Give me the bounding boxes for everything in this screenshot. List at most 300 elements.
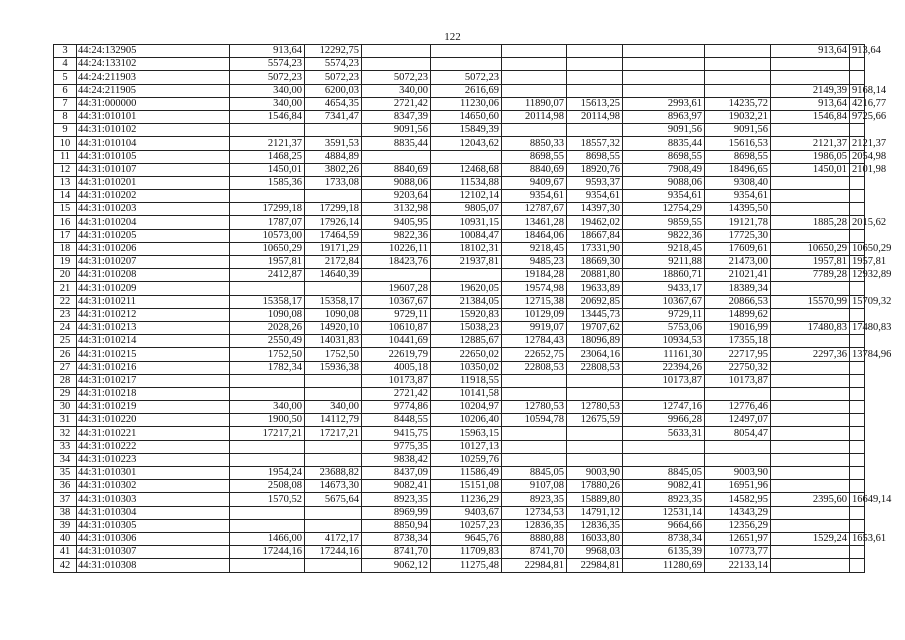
value-cell: 913,64: [771, 45, 850, 58]
table-row: [54, 321, 865, 334]
table-row: [54, 97, 865, 110]
value-cell: 913,64: [230, 45, 305, 58]
value-cell: [850, 58, 865, 71]
table-row: [54, 559, 865, 572]
value-cell: 18102,31: [431, 242, 502, 255]
value-cell: 15358,17: [230, 295, 305, 308]
value-cell: [850, 176, 865, 189]
code-cell: 44:24:211905: [77, 84, 230, 97]
value-cell: 2101,98: [850, 163, 865, 176]
value-cell: [305, 282, 362, 295]
value-cell: 22394,26: [623, 361, 705, 374]
value-cell: 9082,41: [362, 480, 431, 493]
value-cell: [850, 361, 865, 374]
value-cell: 17355,18: [705, 335, 771, 348]
row-number-cell: 39: [54, 519, 77, 532]
value-cell: 9091,56: [362, 124, 431, 137]
value-cell: 1954,24: [230, 467, 305, 480]
value-cell: [771, 58, 850, 71]
value-cell: 2121,37: [230, 137, 305, 150]
value-cell: 14640,39: [305, 269, 362, 282]
row-number-cell: 10: [54, 137, 77, 150]
code-cell: 44:24:211903: [77, 71, 230, 84]
value-cell: 11918,55: [431, 374, 502, 387]
table-row: [54, 84, 865, 97]
row-number-cell: 3: [54, 45, 77, 58]
table-row: [54, 519, 865, 532]
value-cell: 5574,23: [305, 58, 362, 71]
value-cell: 19016,99: [705, 321, 771, 334]
value-cell: 12754,29: [623, 203, 705, 216]
table-row: [54, 58, 865, 71]
value-cell: 21384,05: [431, 295, 502, 308]
row-number-cell: 18: [54, 242, 77, 255]
value-cell: [771, 335, 850, 348]
value-cell: 3802,26: [305, 163, 362, 176]
code-cell: 44:31:010104: [77, 137, 230, 150]
value-cell: 19574,98: [502, 282, 567, 295]
value-cell: [230, 519, 305, 532]
value-cell: 9218,45: [623, 242, 705, 255]
value-cell: [850, 427, 865, 440]
value-cell: 22750,32: [705, 361, 771, 374]
value-cell: [850, 229, 865, 242]
value-cell: [705, 84, 771, 97]
value-cell: 17480,83: [850, 321, 865, 334]
value-cell: 10367,67: [623, 295, 705, 308]
value-cell: 13445,73: [567, 308, 623, 321]
value-cell: 5675,64: [305, 493, 362, 506]
value-cell: [431, 269, 502, 282]
code-cell: 44:31:010220: [77, 414, 230, 427]
row-number-cell: 17: [54, 229, 77, 242]
row-number-cell: 19: [54, 256, 77, 269]
code-cell: 44:31:010222: [77, 440, 230, 453]
value-cell: [502, 440, 567, 453]
value-cell: 22133,14: [705, 559, 771, 572]
value-cell: [502, 45, 567, 58]
value-cell: 2993,61: [623, 97, 705, 110]
row-number-cell: 26: [54, 348, 77, 361]
value-cell: 1450,01: [771, 163, 850, 176]
value-cell: 12780,53: [567, 401, 623, 414]
value-cell: [850, 453, 865, 466]
table-row: [54, 137, 865, 150]
value-cell: 9003,90: [567, 467, 623, 480]
value-cell: 9822,36: [362, 229, 431, 242]
value-cell: [230, 440, 305, 453]
row-number-cell: 34: [54, 453, 77, 466]
value-cell: [230, 282, 305, 295]
value-cell: 10934,53: [623, 335, 705, 348]
value-cell: 17217,21: [230, 427, 305, 440]
value-cell: 5072,23: [230, 71, 305, 84]
value-cell: 340,00: [305, 401, 362, 414]
value-cell: [502, 124, 567, 137]
value-cell: [705, 387, 771, 400]
value-cell: 2054,98: [850, 150, 865, 163]
value-cell: 15849,39: [431, 124, 502, 137]
value-cell: 9354,61: [705, 190, 771, 203]
code-cell: 44:31:010217: [77, 374, 230, 387]
value-cell: 10129,09: [502, 308, 567, 321]
table-row: [54, 506, 865, 519]
value-cell: 17880,26: [567, 480, 623, 493]
value-cell: 11709,83: [431, 546, 502, 559]
table-row: [54, 374, 865, 387]
value-cell: 12356,29: [705, 519, 771, 532]
row-number-cell: 12: [54, 163, 77, 176]
value-cell: 10931,15: [431, 216, 502, 229]
value-cell: 8880,88: [502, 532, 567, 545]
table-row: [54, 348, 865, 361]
value-cell: 10127,13: [431, 440, 502, 453]
value-cell: 15889,80: [567, 493, 623, 506]
value-cell: [362, 58, 431, 71]
value-cell: 21473,00: [705, 256, 771, 269]
table-row: [54, 401, 865, 414]
value-cell: 22808,53: [567, 361, 623, 374]
value-cell: 9485,23: [502, 256, 567, 269]
value-cell: 19620,05: [431, 282, 502, 295]
value-cell: [771, 387, 850, 400]
value-cell: 12715,38: [502, 295, 567, 308]
value-cell: 8741,70: [502, 546, 567, 559]
code-cell: 44:31:010218: [77, 387, 230, 400]
value-cell: 19462,02: [567, 216, 623, 229]
row-number-cell: 42: [54, 559, 77, 572]
value-cell: [305, 374, 362, 387]
code-cell: 44:31:010101: [77, 110, 230, 123]
value-cell: 9062,12: [362, 559, 431, 572]
value-cell: 2028,26: [230, 321, 305, 334]
value-cell: [850, 506, 865, 519]
value-cell: [850, 124, 865, 137]
value-cell: 10173,87: [362, 374, 431, 387]
value-cell: 4172,17: [305, 532, 362, 545]
value-cell: 23064,16: [567, 348, 623, 361]
value-cell: 22652,75: [502, 348, 567, 361]
value-cell: 14899,62: [705, 308, 771, 321]
value-cell: 8741,70: [362, 546, 431, 559]
value-cell: 1900,50: [230, 414, 305, 427]
value-cell: 9415,75: [362, 427, 431, 440]
table-row: [54, 335, 865, 348]
value-cell: 9729,11: [362, 308, 431, 321]
value-cell: 9308,40: [705, 176, 771, 189]
value-cell: 17480,83: [771, 321, 850, 334]
value-cell: 8738,34: [623, 532, 705, 545]
code-cell: 44:31:010208: [77, 269, 230, 282]
code-cell: 44:31:010304: [77, 506, 230, 519]
table-row: [54, 150, 865, 163]
value-cell: 19121,78: [705, 216, 771, 229]
value-cell: [431, 45, 502, 58]
value-cell: 16033,80: [567, 532, 623, 545]
code-cell: 44:31:010215: [77, 348, 230, 361]
value-cell: 14650,60: [431, 110, 502, 123]
value-cell: [567, 387, 623, 400]
value-cell: 9805,07: [431, 203, 502, 216]
value-cell: 4654,35: [305, 97, 362, 110]
value-cell: [771, 401, 850, 414]
code-cell: 44:31:010209: [77, 282, 230, 295]
value-cell: [623, 440, 705, 453]
value-cell: [771, 414, 850, 427]
value-cell: 12497,07: [705, 414, 771, 427]
table-row: [54, 295, 865, 308]
row-number-cell: 6: [54, 84, 77, 97]
row-number-cell: 40: [54, 532, 77, 545]
value-cell: 2121,37: [771, 137, 850, 150]
value-cell: 12836,35: [567, 519, 623, 532]
value-cell: 8054,47: [705, 427, 771, 440]
value-cell: 14235,72: [705, 97, 771, 110]
value-cell: 14343,29: [705, 506, 771, 519]
value-cell: 1787,07: [230, 216, 305, 229]
value-cell: [230, 374, 305, 387]
value-cell: [567, 427, 623, 440]
value-cell: 9088,06: [623, 176, 705, 189]
value-cell: 15936,38: [305, 361, 362, 374]
value-cell: 340,00: [230, 84, 305, 97]
value-cell: 2121,37: [850, 137, 865, 150]
value-cell: 9822,36: [623, 229, 705, 242]
value-cell: [567, 453, 623, 466]
value-cell: 5072,23: [431, 71, 502, 84]
value-cell: 9168,14: [850, 84, 865, 97]
value-cell: 19633,89: [567, 282, 623, 295]
row-number-cell: 16: [54, 216, 77, 229]
value-cell: [305, 440, 362, 453]
value-cell: 5072,23: [305, 71, 362, 84]
value-cell: 13461,28: [502, 216, 567, 229]
value-cell: [623, 84, 705, 97]
row-number-cell: 31: [54, 414, 77, 427]
value-cell: 18557,32: [567, 137, 623, 150]
code-cell: 44:31:010223: [77, 453, 230, 466]
value-cell: 14397,30: [567, 203, 623, 216]
row-number-cell: 29: [54, 387, 77, 400]
value-cell: 10650,29: [850, 242, 865, 255]
row-number-cell: 33: [54, 440, 77, 453]
value-cell: 17244,16: [230, 546, 305, 559]
value-cell: [771, 176, 850, 189]
value-cell: 17299,18: [230, 203, 305, 216]
value-cell: 22619,79: [362, 348, 431, 361]
value-cell: 1090,08: [305, 308, 362, 321]
value-cell: 9082,41: [623, 480, 705, 493]
table-row: [54, 256, 865, 269]
row-number-cell: 9: [54, 124, 77, 137]
value-cell: [623, 45, 705, 58]
value-cell: 9919,07: [502, 321, 567, 334]
value-cell: 12292,75: [305, 45, 362, 58]
row-number-cell: 22: [54, 295, 77, 308]
code-cell: 44:31:010202: [77, 190, 230, 203]
code-cell: 44:31:010219: [77, 401, 230, 414]
value-cell: 9838,42: [362, 453, 431, 466]
value-cell: 340,00: [230, 401, 305, 414]
value-cell: 19607,28: [362, 282, 431, 295]
value-cell: 15963,15: [431, 427, 502, 440]
value-cell: 2412,87: [230, 269, 305, 282]
value-cell: 4005,18: [362, 361, 431, 374]
value-cell: 1546,84: [230, 110, 305, 123]
value-cell: [502, 84, 567, 97]
table-body: [54, 45, 892, 573]
value-cell: 5753,06: [623, 321, 705, 334]
value-cell: [362, 150, 431, 163]
value-cell: 9218,45: [502, 242, 567, 255]
value-cell: [771, 71, 850, 84]
table-row: [54, 453, 865, 466]
row-number-cell: 20: [54, 269, 77, 282]
value-cell: 12043,62: [431, 137, 502, 150]
value-cell: 15151,08: [431, 480, 502, 493]
value-cell: 10650,29: [771, 242, 850, 255]
value-cell: 8963,97: [623, 110, 705, 123]
value-cell: [771, 190, 850, 203]
row-number-cell: 38: [54, 506, 77, 519]
value-cell: [567, 124, 623, 137]
code-cell: 44:31:010201: [77, 176, 230, 189]
value-cell: 12651,97: [705, 532, 771, 545]
value-cell: 913,64: [850, 45, 865, 58]
value-cell: [771, 440, 850, 453]
code-cell: 44:31:010203: [77, 203, 230, 216]
value-cell: 20881,80: [567, 269, 623, 282]
value-cell: 1466,00: [230, 532, 305, 545]
value-cell: [502, 453, 567, 466]
value-cell: 14031,83: [305, 335, 362, 348]
value-cell: 4884,89: [305, 150, 362, 163]
value-cell: [431, 58, 502, 71]
row-number-cell: 30: [54, 401, 77, 414]
table-row: [54, 229, 865, 242]
code-cell: 44:31:010216: [77, 361, 230, 374]
value-cell: 8835,44: [362, 137, 431, 150]
value-cell: 18096,89: [567, 335, 623, 348]
value-cell: [623, 453, 705, 466]
table-row: [54, 203, 865, 216]
value-cell: [850, 401, 865, 414]
value-cell: 10141,58: [431, 387, 502, 400]
value-cell: 20866,53: [705, 295, 771, 308]
table-row: [54, 467, 865, 480]
table-row: [54, 282, 865, 295]
value-cell: 8698,55: [567, 150, 623, 163]
value-cell: 8850,94: [362, 519, 431, 532]
value-cell: 18669,30: [567, 256, 623, 269]
table-row: [54, 269, 865, 282]
code-cell: 44:31:010206: [77, 242, 230, 255]
value-cell: 6135,39: [623, 546, 705, 559]
value-cell: 9211,88: [623, 256, 705, 269]
value-cell: [850, 374, 865, 387]
row-number-cell: 24: [54, 321, 77, 334]
value-cell: 1733,08: [305, 176, 362, 189]
value-cell: [705, 45, 771, 58]
value-cell: 18423,76: [362, 256, 431, 269]
value-cell: 13784,96: [850, 348, 865, 361]
value-cell: 3591,53: [305, 137, 362, 150]
value-cell: 9593,37: [567, 176, 623, 189]
value-cell: 8738,34: [362, 532, 431, 545]
value-cell: 10206,40: [431, 414, 502, 427]
code-cell: 44:31:010211: [77, 295, 230, 308]
value-cell: 7789,28: [771, 269, 850, 282]
code-cell: 44:31:010107: [77, 163, 230, 176]
value-cell: 2149,39: [771, 84, 850, 97]
value-cell: 18496,65: [705, 163, 771, 176]
value-cell: 7341,47: [305, 110, 362, 123]
value-cell: 22717,95: [705, 348, 771, 361]
value-cell: 19032,21: [705, 110, 771, 123]
value-cell: 8698,55: [705, 150, 771, 163]
value-cell: 11890,07: [502, 97, 567, 110]
value-cell: 22808,53: [502, 361, 567, 374]
value-cell: [850, 480, 865, 493]
row-number-cell: 15: [54, 203, 77, 216]
value-cell: [850, 559, 865, 572]
value-cell: 1090,08: [230, 308, 305, 321]
value-cell: [623, 58, 705, 71]
value-cell: [305, 506, 362, 519]
value-cell: 9409,67: [502, 176, 567, 189]
value-cell: 15358,17: [305, 295, 362, 308]
value-cell: 2508,08: [230, 480, 305, 493]
value-cell: 17609,61: [705, 242, 771, 255]
value-cell: 8347,39: [362, 110, 431, 123]
value-cell: 9091,56: [705, 124, 771, 137]
value-cell: 16951,96: [705, 480, 771, 493]
table-row: [54, 216, 865, 229]
value-cell: 340,00: [362, 84, 431, 97]
value-cell: 15616,53: [705, 137, 771, 150]
value-cell: 19184,28: [502, 269, 567, 282]
value-cell: [567, 71, 623, 84]
value-cell: 12102,14: [431, 190, 502, 203]
value-cell: 14791,12: [567, 506, 623, 519]
value-cell: [305, 124, 362, 137]
value-cell: 2395,60: [771, 493, 850, 506]
table-row: [54, 532, 865, 545]
value-cell: 12787,67: [502, 203, 567, 216]
value-cell: 20114,98: [567, 110, 623, 123]
value-cell: 15920,83: [431, 308, 502, 321]
value-cell: [850, 282, 865, 295]
row-number-cell: 27: [54, 361, 77, 374]
value-cell: 15709,32: [850, 295, 865, 308]
value-cell: 1752,50: [305, 348, 362, 361]
value-cell: [771, 282, 850, 295]
value-cell: [850, 203, 865, 216]
value-cell: [771, 374, 850, 387]
value-cell: [502, 387, 567, 400]
value-cell: 1957,81: [771, 256, 850, 269]
value-cell: 7908,49: [623, 163, 705, 176]
value-cell: 14112,79: [305, 414, 362, 427]
value-cell: 15570,99: [771, 295, 850, 308]
value-cell: 1986,05: [771, 150, 850, 163]
row-number-cell: 36: [54, 480, 77, 493]
value-cell: 12531,14: [623, 506, 705, 519]
value-cell: 8437,09: [362, 467, 431, 480]
value-cell: 2550,49: [230, 335, 305, 348]
value-cell: 9354,61: [567, 190, 623, 203]
value-cell: 10204,97: [431, 401, 502, 414]
